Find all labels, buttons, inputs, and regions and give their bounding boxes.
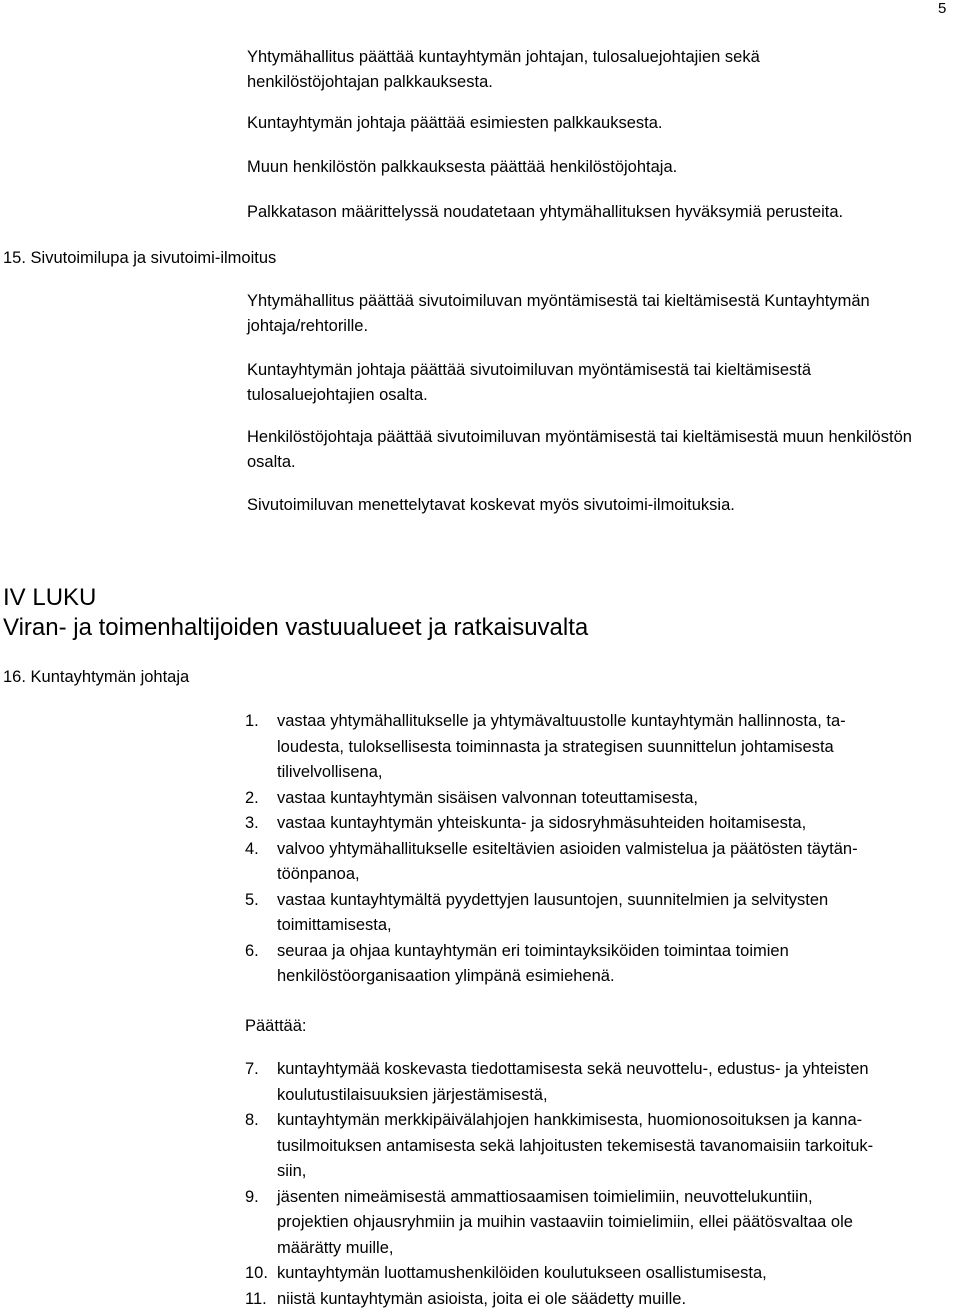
paragraph-board-salary: Yhtymähallitus päättää kuntayhtymän johtajan, tulosaluejohtajien sekä henkilöstöjohtajan palkkauksesta.: [247, 48, 760, 91]
list-item: 3. vastaa kuntayhtymän yhteiskunta- ja sidosryhmäsuhteiden hoitamisesta,: [245, 814, 807, 832]
list-item: 7. kuntayhtymää koskevasta tiedottamisesta sekä neuvottelu-, edustus- ja yhteisten koulutustilaisuuksien järjestämisestä,: [245, 1060, 869, 1104]
section-16-heading: 16. Kuntayhtymän johtaja: [3, 668, 190, 686]
list-item: 11. niistä kuntayhtymän asioista, joita ei ole säädetty muille.: [245, 1289, 687, 1308]
page-number: 5: [938, 0, 947, 17]
chapter-title: Viran- ja toimenhaltijoiden vastuualueet ja ratkaisuvalta: [3, 614, 589, 641]
paragraph-salary-criteria: Palkkatason määrittelyssä noudatetaan yhtymähallituksen hyväksymiä perusteita.: [247, 203, 844, 221]
paragraph-side-job-board: Yhtymähallitus päättää sivutoimiluvan myöntämisestä tai kieltämisestä Kuntayhtymän johtaja/rehtorille.: [247, 292, 870, 335]
list-item: 4. valvoo yhtymähallitukselle esiteltävien asioiden valmistelua ja päätösten täytän- töönpanoa,: [245, 839, 858, 883]
list-item: 1. vastaa yhtymähallitukselle ja yhtymävaltuustolle kuntayhtymän hallinnosta, ta- loudesta, tuloksellisesta toiminnasta ja strategisen suunnittelun johtamisesta tilivelvollisena,: [245, 712, 846, 781]
paragraph-side-job-hr: Henkilöstöjohtaja päättää sivutoimiluvan myöntämisestä tai kieltämisestä muun henkilöstön osalta.: [247, 428, 912, 471]
section-15-heading: 15. Sivutoimilupa ja sivutoimi-ilmoitus: [3, 249, 277, 267]
decisions-list: [245, 1057, 957, 1312]
list-item: 5. vastaa kuntayhtymältä pyydettyjen lausuntojen, suunnitelmien ja selvitysten toimittamisesta,: [245, 890, 829, 934]
paragraph-staff-salary: Muun henkilöstön palkkauksesta päättää henkilöstöjohtaja.: [247, 158, 678, 176]
paragraph-side-job-director: Kuntayhtymän johtaja päättää sivutoimiluvan myöntämisestä tai kieltämisestä tulosaluejohtajien osalta.: [247, 361, 812, 404]
responsibilities-list: [245, 709, 945, 990]
paragraph-side-job-notices: Sivutoimiluvan menettelytavat koskevat myös sivutoimi-ilmoituksia.: [247, 496, 735, 514]
list-item: 9. jäsenten nimeämisestä ammattiosaamisen toimielimiin, neuvottelukuntiin, projektien ohjausryhmiin ja muihin vastaaviin toimielimiin, ellei päätösvaltaa ole määrätty muille,: [245, 1187, 853, 1257]
paragraph-director-salary: Kuntayhtymän johtaja päättää esimiesten palkkauksesta.: [247, 114, 663, 132]
list-item: 6. seuraa ja ohjaa kuntayhtymän eri toimintayksiköiden toimintaa toimien henkilöstöorganisaation ylimpänä esimiehenä.: [245, 941, 789, 985]
list-item: 10. kuntayhtymän luottamushenkilöiden koulutukseen osallistumisesta,: [245, 1264, 767, 1282]
decides-label: Päättää:: [245, 1017, 307, 1035]
chapter-number: IV LUKU: [3, 584, 97, 611]
list-item: 2. vastaa kuntayhtymän sisäisen valvonnan toteuttamisesta,: [245, 788, 698, 807]
list-item: 8. kuntayhtymän merkkipäivälahjojen hankkimisesta, huomionosoituksen ja kanna- tusilmoituksen antamisesta sekä lahjoitusten tekemisestä tavanomaisiin tarkoituk- siin,: [245, 1111, 874, 1180]
